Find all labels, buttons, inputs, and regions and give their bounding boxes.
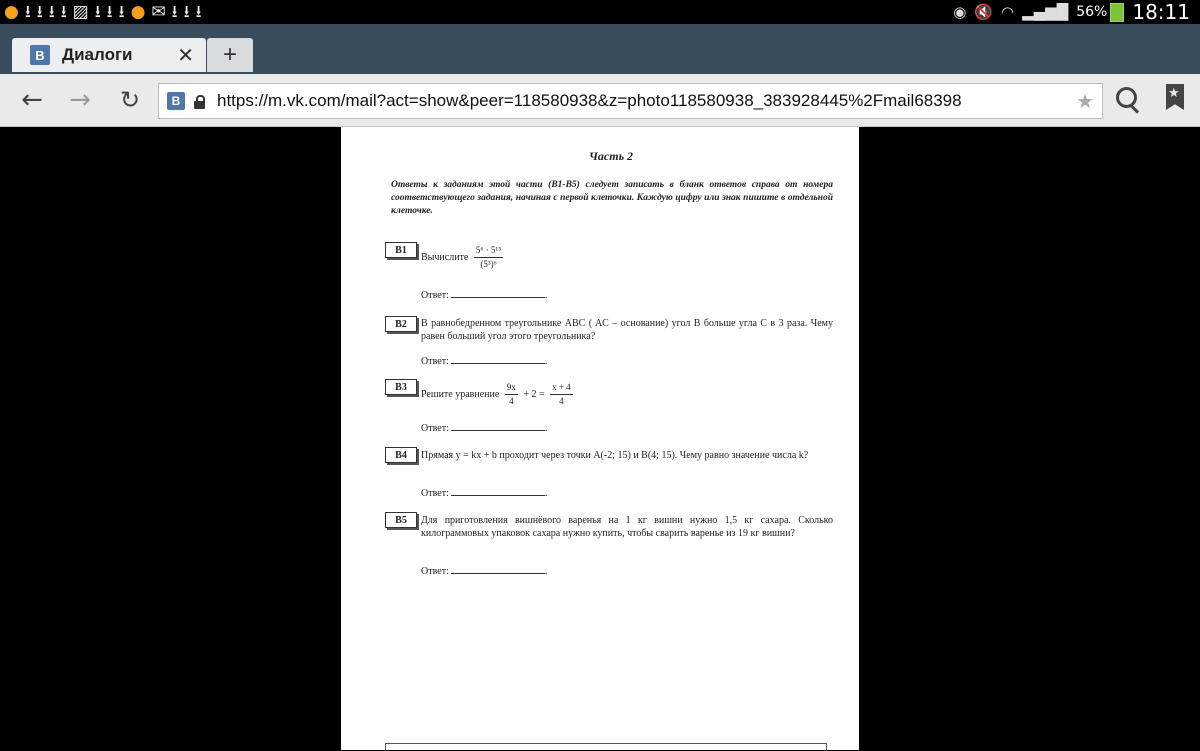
arrow-right-icon: → bbox=[69, 85, 91, 115]
download-icon: ⭳ bbox=[195, 2, 202, 22]
tab-bar bbox=[0, 24, 1200, 80]
bookmarks-button[interactable]: ★ bbox=[1164, 84, 1186, 114]
back-button[interactable] bbox=[14, 82, 50, 118]
reload-icon: ↻ bbox=[119, 86, 141, 114]
page-title: Часть 2 bbox=[588, 149, 634, 163]
answer-line-b4: Ответ: . bbox=[421, 488, 548, 499]
question-b1 bbox=[421, 244, 833, 271]
download-icon: ⭳ bbox=[60, 2, 67, 22]
battery-icon bbox=[1110, 3, 1124, 22]
question-label-b5: B5 bbox=[385, 512, 417, 528]
answer-line-b1: Ответ: . bbox=[421, 290, 548, 301]
star-icon[interactable]: ★ bbox=[1076, 89, 1094, 113]
arrow-left-icon: ← bbox=[21, 85, 43, 115]
question-b2: В равнобедренном треугольнике ABC ( AC – основание) угол B больше угла C в 3 раза. Чему равен больший угол этого треугольника? bbox=[421, 318, 833, 342]
tab-title: Диалоги bbox=[62, 45, 133, 64]
notification-icons bbox=[4, 0, 202, 24]
system-icons bbox=[953, 0, 1190, 24]
question-b5: Для приготовления вишнёвого варенья на 1 кг вишни нужно 1,5 кг сахара. Сколько килограммовых упаковок сахара нужно купить, чтобы сварить варенье из 19 кг вишни? bbox=[421, 515, 833, 539]
fraction: $\frac{x + 4}{4}$ bbox=[552, 382, 571, 406]
instructions-text: Ответы к заданиям этой части (В1-В5) следует записать в бланк ответов справа от номера соответствующего задания, начиная с первой клеточки. Каждую цифру или знак пишите в отдельной клеточке. bbox=[391, 180, 833, 216]
status-bar bbox=[0, 0, 1200, 24]
eye-icon: ◉ bbox=[953, 3, 967, 21]
address-bar[interactable] bbox=[158, 83, 1103, 119]
answer-line-b5: Ответ: . bbox=[421, 566, 548, 577]
mute-icon: 🔇 bbox=[974, 3, 993, 21]
signal-icon: ▂▄▆█ bbox=[1022, 3, 1069, 21]
app-notification-icon: ● bbox=[4, 2, 19, 22]
answer-line-b3: Ответ: . bbox=[421, 423, 548, 434]
question-label-b3: B3 bbox=[385, 379, 417, 395]
lock-icon bbox=[194, 95, 205, 108]
question-b4: Прямая y = kx + b проходит через точки A(-2; 15) и B(4; 15). Чему равно значение числа k? bbox=[421, 450, 809, 461]
site-favicon: В bbox=[167, 92, 185, 110]
reload-button[interactable] bbox=[112, 82, 148, 118]
forward-button[interactable] bbox=[62, 82, 98, 118]
download-icon: ⭳ bbox=[94, 2, 101, 22]
download-icon: ⭳ bbox=[48, 2, 55, 22]
tab-dialogs[interactable] bbox=[12, 38, 206, 72]
url-text[interactable]: https://m.vk.com/mail?act=show&peer=118580938&z=photo118580938_383928445%2Fmail68398 bbox=[217, 91, 962, 110]
wifi-icon: ◠ bbox=[1000, 3, 1015, 21]
close-tab-button[interactable]: ✕ bbox=[177, 44, 194, 67]
search-icon bbox=[1116, 87, 1137, 108]
question-label-b4: B4 bbox=[385, 447, 417, 463]
download-icon: ⭳ bbox=[118, 2, 125, 22]
document-image bbox=[341, 127, 859, 750]
question-label-b2: B2 bbox=[385, 316, 417, 332]
fraction: $\frac{9x}{4}$ bbox=[506, 382, 516, 406]
answer-line-b2: Ответ: . bbox=[421, 356, 548, 367]
image-icon: ▨ bbox=[72, 2, 89, 22]
battery-indicator bbox=[1076, 3, 1124, 22]
navigation-bar bbox=[0, 74, 1200, 127]
vk-logo-icon: В bbox=[30, 45, 50, 65]
download-icon: ⭳ bbox=[24, 2, 31, 22]
search-button[interactable] bbox=[1110, 82, 1146, 118]
fraction: $\frac{\text{5⁶ · 5¹⁵}}{\text{(5³)⁶}}$ bbox=[475, 245, 502, 269]
download-icon: ⭳ bbox=[183, 2, 190, 22]
download-icon: ⭳ bbox=[106, 2, 113, 22]
question-label-b1: B1 bbox=[385, 242, 417, 258]
download-icon: ⭳ bbox=[36, 2, 43, 22]
app-notification-icon: ● bbox=[130, 2, 146, 22]
question-b3: Решите уравнение $\frac{9x}{4}$ + 2 = $\frac{x + 4}{4}$ bbox=[421, 382, 571, 406]
question-text: Решите уравнение bbox=[421, 388, 500, 400]
mail-icon: ✉ bbox=[151, 2, 166, 22]
question-text: Вычислите bbox=[421, 251, 469, 263]
clock: 18:11 bbox=[1132, 0, 1190, 24]
download-icon: ⭳ bbox=[171, 2, 178, 22]
battery-percent: 56% bbox=[1076, 4, 1108, 20]
new-tab-button[interactable]: + bbox=[207, 38, 253, 72]
